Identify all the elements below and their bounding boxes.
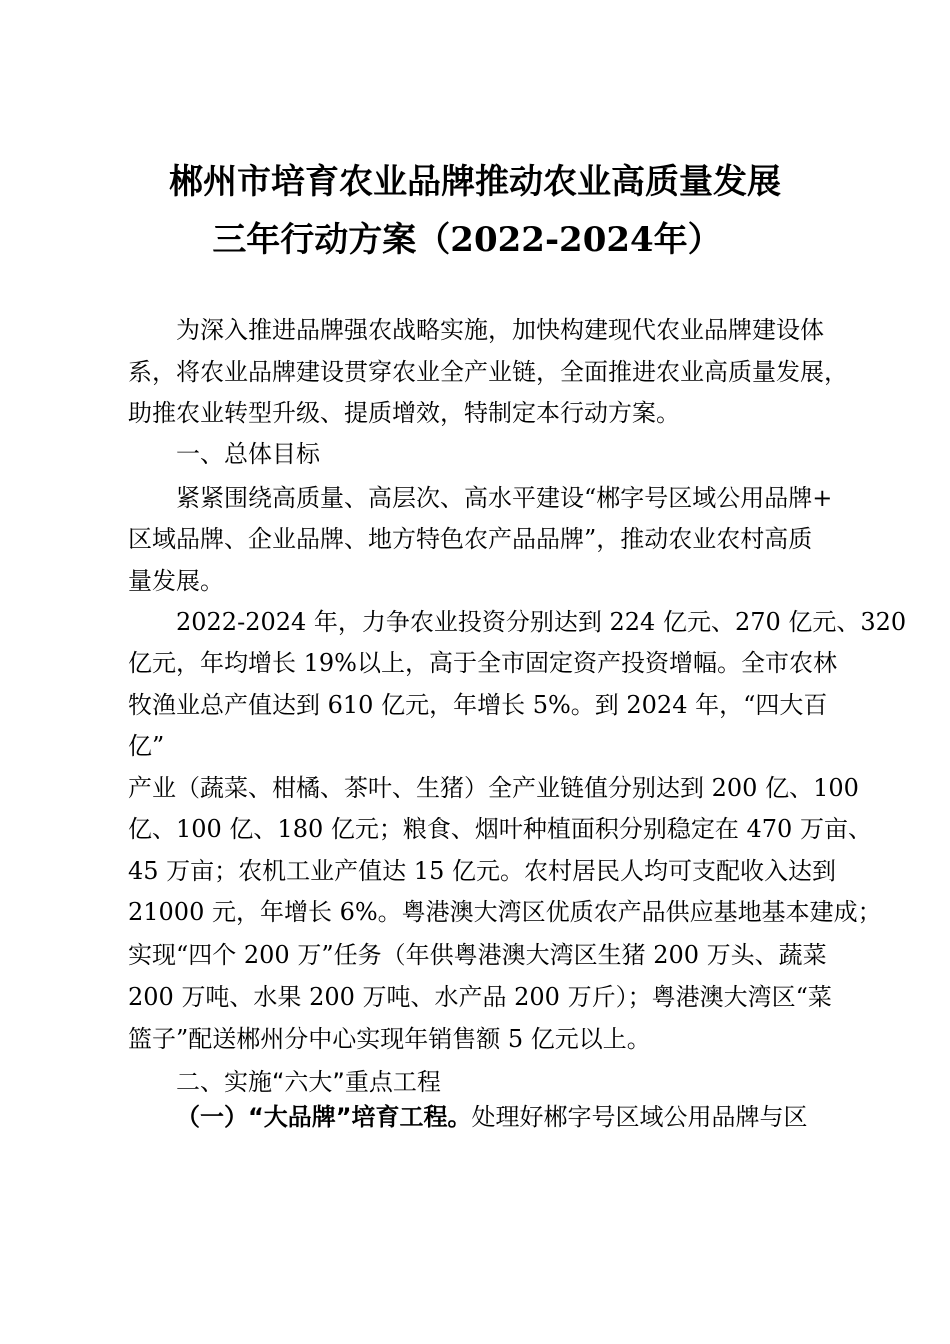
- section-1-para-2-line-10: 200 万吨、水果 200 万吨、水产品 200 万斤）；粤港澳大湾区“菜: [128, 983, 832, 1011]
- intro-line-2: 系，将农业品牌建设贯穿农业全产业链，全面推进农业高质量发展，: [128, 358, 848, 386]
- section-1-para-2-line-6: 亿、100 亿、180 亿元；粮食、烟叶种植面积分别稳定在 470 万亩、: [128, 815, 872, 843]
- document-title-line-1: 郴州市培育农业品牌推动农业高质量发展: [169, 162, 781, 202]
- section-1-para-1-line-3: 量发展。: [128, 567, 224, 595]
- section-1-para-2-line-7: 45 万亩；农机工业产值达 15 亿元。农村居民人均可支配收入达到: [128, 857, 836, 885]
- section-1-para-2-line-4: 亿”: [128, 732, 165, 760]
- document-title-line-2: 三年行动方案（2022-2024年）: [212, 220, 722, 260]
- section-1-para-2-line-2: 亿元，年均增长 19%以上，高于全市固定资产投资增幅。全市农林: [128, 649, 837, 677]
- section-1-para-2-line-1: 2022-2024 年，力争农业投资分别达到 224 亿元、270 亿元、320: [176, 608, 907, 636]
- section-2-sub-item: [176, 1101, 808, 1133]
- section-1-para-2-line-3: 牧渔业总产值达到 610 亿元，年增长 5%。到 2024 年，“四大百: [128, 691, 828, 719]
- section-1-para-2-line-11: 篮子”配送郴州分中心实现年销售额 5 亿元以上。: [128, 1025, 651, 1053]
- section-1-para-1-line-1: 紧紧围绕高质量、高层次、高水平建设“郴字号区域公用品牌+: [176, 484, 833, 512]
- section-1-para-2-line-5: 产业（蔬菜、柑橘、茶叶、生猪）全产业链值分别达到 200 亿、100: [128, 774, 859, 802]
- section-1-para-2-line-9: 实现“四个 200 万”任务（年供粤港澳大湾区生猪 200 万头、蔬菜: [128, 941, 827, 969]
- section-1-heading: 一、总体目标: [176, 440, 320, 468]
- section-2-heading: 二、实施“六大”重点工程: [176, 1068, 441, 1096]
- section-2-sub-text: 处理好郴字号区域公用品牌与区: [471, 1103, 808, 1131]
- section-2-sub-heading: （一）“大品牌”培育工程。: [176, 1103, 472, 1131]
- section-1-para-1-line-2: 区域品牌、企业品牌、地方特色农产品品牌”，推动农业农村高质: [128, 525, 813, 553]
- intro-line-3: 助推农业转型升级、提质增效，特制定本行动方案。: [128, 399, 680, 427]
- section-1-para-2-line-8: 21000 元，年增长 6%。粤港澳大湾区优质农产品供应基地基本建成；: [128, 898, 882, 926]
- intro-line-1: 为深入推进品牌强农战略实施，加快构建现代农业品牌建设体: [176, 316, 824, 344]
